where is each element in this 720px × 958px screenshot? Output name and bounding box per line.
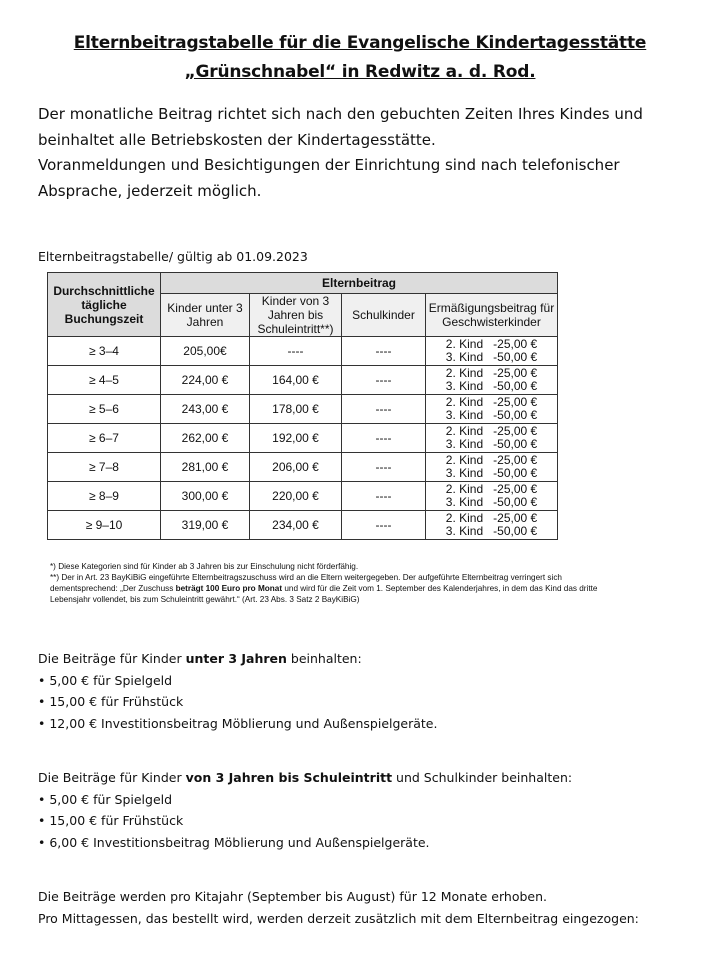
booking-time-cell: ≥ 6–7 bbox=[48, 424, 161, 453]
section-3plus bbox=[38, 767, 678, 853]
3plus-fee-cell: 178,00 € bbox=[250, 395, 342, 424]
3plus-fee-cell: ---- bbox=[250, 337, 342, 366]
footnote-2-text: **) Der in Art. 23 BayKiBiG eingeführte Elternbeitragszuschuss wird an die Eltern weitergegeben. Der aufgeführte Elternbeitrag verringert sich dementsprechend: „Der Zuschuss bbox=[50, 573, 562, 593]
table-row bbox=[48, 366, 558, 395]
under3-fee-cell: 262,00 € bbox=[161, 424, 250, 453]
discount-line: 3. Kind -50,00 € bbox=[445, 379, 538, 393]
list-item: • 15,00 € für Frühstück bbox=[38, 810, 678, 832]
footnote-1: *) Diese Kategorien sind für Kinder ab 3 Jahren bis zur Einschulung nicht förderfähig. bbox=[50, 562, 359, 571]
table-row bbox=[48, 511, 558, 540]
footnote-2 bbox=[50, 572, 610, 605]
under3-fee-cell: 224,00 € bbox=[161, 366, 250, 395]
table-row bbox=[48, 453, 558, 482]
col-header-school: Schulkinder bbox=[342, 294, 426, 337]
school-fee-cell: ---- bbox=[342, 453, 426, 482]
list-item: • 5,00 € für Spielgeld bbox=[38, 670, 678, 692]
3plus-fee-cell: 192,00 € bbox=[250, 424, 342, 453]
discount-line: 2. Kind -25,00 € bbox=[445, 511, 538, 525]
section-under3-intro: Die Beiträge für Kinder unter 3 Jahren beinhalten: bbox=[38, 651, 362, 666]
list-item: • 5,00 € für Spielgeld bbox=[38, 789, 678, 811]
col-header-under3: Kinder unter 3 Jahren bbox=[161, 294, 250, 337]
discount-line: 3. Kind -50,00 € bbox=[445, 408, 538, 422]
under3-fee-cell: 300,00 € bbox=[161, 482, 250, 511]
3plus-fee-cell: 234,00 € bbox=[250, 511, 342, 540]
under3-fee-cell: 281,00 € bbox=[161, 453, 250, 482]
table-caption: Elternbeitragstabelle/ gültig ab 01.09.2023 bbox=[38, 249, 308, 264]
discount-cell bbox=[426, 453, 558, 482]
discount-line: 2. Kind -25,00 € bbox=[445, 453, 538, 467]
discount-line: 3. Kind -50,00 € bbox=[445, 495, 538, 509]
page-title: Elternbeitragstabelle für die Evangelische Kindertagesstätte bbox=[73, 33, 647, 53]
list-item: • 15,00 € für Frühstück bbox=[38, 691, 678, 713]
table-row bbox=[48, 395, 558, 424]
section-under3 bbox=[38, 648, 678, 734]
list-item: • 12,00 € Investitionsbeitrag Möblierung und Außenspielgeräte. bbox=[38, 713, 678, 735]
discount-line: 3. Kind -50,00 € bbox=[445, 437, 538, 451]
col-header-booking-time: Durchschnittliche tägliche Buchungszeit bbox=[48, 273, 161, 337]
school-fee-cell: ---- bbox=[342, 366, 426, 395]
school-fee-cell: ---- bbox=[342, 337, 426, 366]
fee-table bbox=[47, 272, 558, 540]
closing-paragraph: Pro Mittagessen, das bestellt wird, werden derzeit zusätzlich mit dem Elternbeitrag eingezogen: bbox=[38, 910, 639, 926]
intro-paragraph: Voranmeldungen und Besichtigungen der Einrichtung sind nach telefonischer Absprache, jederzeit möglich. bbox=[38, 156, 620, 200]
footnote-2-text: und wird für die Zeit vom 1. September des Kalenderjahres, in dem das Kind das dritte Lebensjahr vollendet, bis zum Schuleintritt gewährt.“ (Art. 23 Abs. 3 Satz 2 BayKiBiG) bbox=[50, 584, 598, 604]
closing-paragraph: Die Beiträge werden pro Kitajahr (September bis August) für 12 Monate erhoben. bbox=[38, 889, 547, 904]
school-fee-cell: ---- bbox=[342, 511, 426, 540]
footnote-2-bold: beträgt 100 Euro pro Monat bbox=[175, 584, 283, 593]
intro-paragraph: Der monatliche Beitrag richtet sich nach den gebuchten Zeiten Ihres Kindes und beinhaltet alle Betriebskosten der Kindertagesstätte. bbox=[38, 105, 643, 149]
table-row bbox=[48, 482, 558, 511]
booking-time-cell: ≥ 3–4 bbox=[48, 337, 161, 366]
discount-line: 2. Kind -25,00 € bbox=[445, 482, 538, 496]
discount-line: 2. Kind -25,00 € bbox=[445, 395, 538, 409]
closing-text bbox=[38, 886, 678, 929]
discount-cell bbox=[426, 395, 558, 424]
discount-line: 3. Kind -50,00 € bbox=[445, 350, 538, 364]
page-subtitle: „Grünschnabel“ in Redwitz a. d. Rod. bbox=[184, 62, 536, 82]
booking-time-cell: ≥ 9–10 bbox=[48, 511, 161, 540]
section-3plus-intro: Die Beiträge für Kinder von 3 Jahren bis Schuleintritt und Schulkinder beinhalten: bbox=[38, 770, 573, 785]
discount-cell bbox=[426, 337, 558, 366]
school-fee-cell: ---- bbox=[342, 395, 426, 424]
discount-line: 2. Kind -25,00 € bbox=[445, 337, 538, 351]
booking-time-cell: ≥ 8–9 bbox=[48, 482, 161, 511]
footnotes bbox=[50, 561, 610, 605]
discount-line: 2. Kind -25,00 € bbox=[445, 424, 538, 438]
discount-cell bbox=[426, 366, 558, 395]
discount-cell bbox=[426, 424, 558, 453]
booking-time-cell: ≥ 4–5 bbox=[48, 366, 161, 395]
section-under3-list bbox=[38, 670, 678, 735]
table-row bbox=[48, 337, 558, 366]
3plus-fee-cell: 206,00 € bbox=[250, 453, 342, 482]
table-row bbox=[48, 424, 558, 453]
list-item: • 6,00 € Investitionsbeitrag Möblierung und Außenspielgeräte. bbox=[38, 832, 678, 854]
col-header-discount: Ermäßigungsbeitrag für Geschwisterkinder bbox=[426, 294, 558, 337]
discount-line: 2. Kind -25,00 € bbox=[445, 366, 538, 380]
school-fee-cell: ---- bbox=[342, 424, 426, 453]
discount-cell bbox=[426, 482, 558, 511]
booking-time-cell: ≥ 7–8 bbox=[48, 453, 161, 482]
col-header-3plus: Kinder von 3 Jahren bis Schuleintritt**) bbox=[250, 294, 342, 337]
col-header-group: Elternbeitrag bbox=[161, 273, 558, 294]
under3-fee-cell: 205,00€ bbox=[161, 337, 250, 366]
booking-time-cell: ≥ 5–6 bbox=[48, 395, 161, 424]
under3-fee-cell: 319,00 € bbox=[161, 511, 250, 540]
3plus-fee-cell: 220,00 € bbox=[250, 482, 342, 511]
discount-line: 3. Kind -50,00 € bbox=[445, 466, 538, 480]
school-fee-cell: ---- bbox=[342, 482, 426, 511]
discount-cell bbox=[426, 511, 558, 540]
intro-text bbox=[38, 102, 698, 204]
3plus-fee-cell: 164,00 € bbox=[250, 366, 342, 395]
discount-line: 3. Kind -50,00 € bbox=[445, 524, 538, 538]
section-3plus-list bbox=[38, 789, 678, 854]
under3-fee-cell: 243,00 € bbox=[161, 395, 250, 424]
